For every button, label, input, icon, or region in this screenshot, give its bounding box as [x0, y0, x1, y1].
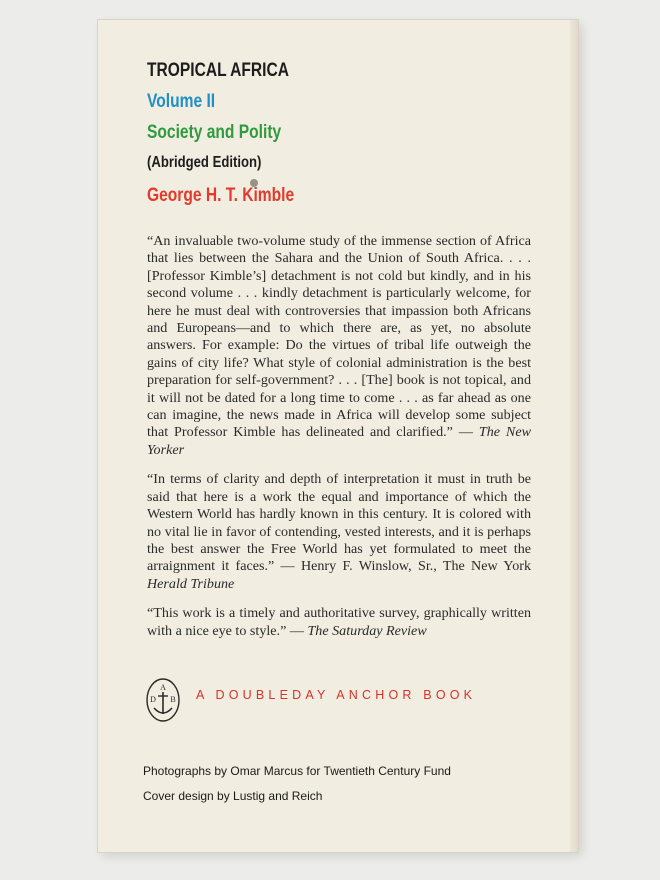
volume-label: Volume II — [147, 91, 216, 112]
review-saturday-review — [147, 605, 531, 640]
book-subtitle: Society and Polity — [147, 122, 282, 143]
review-attribution: — Henry F. Winslow, Sr., The New York — [274, 558, 531, 575]
review-source: The Saturday Review — [307, 622, 427, 639]
edition-label: (Abridged Edition) — [147, 154, 262, 171]
review-source: Herald Tribune — [147, 575, 235, 592]
publisher-line: A DOUBLEDAY ANCHOR BOOK — [196, 688, 477, 702]
logo-letter-b: B — [170, 695, 176, 704]
review-quote: “An invaluable two-volume study of the immense section of Africa that lies between the Sahara and the Union of South Africa. . . . [Professor Kimble’s] detachment is not cold but kindly, and in his second volume . . . kindly detachment is particularly welcome, for here he must deal with controversies that impassion both Africans and Europeans—and to which there are, as yet, no absolute answers. For example: Do the virtues of tribal life outweigh the gains of city life? What style of colonial administration is the best preparation for self-government? . . . [The] book is not topical, and it will not be dated for a long time to come . . . as far ahead as one can imagine, the news made in Africa will develop some subject that Professor Kimble has delineated and clarified.” — [147, 233, 531, 441]
photo-credit: Photographs by Omar Marcus for Twentieth Century Fund — [143, 764, 451, 778]
review-attribution: — — [286, 622, 308, 639]
book-edge — [570, 20, 578, 852]
logo-letter-d: D — [150, 695, 156, 704]
book-title: TROPICAL AFRICA — [147, 60, 289, 81]
review-new-yorker — [147, 233, 531, 459]
review-quotes — [147, 233, 531, 652]
logo-letter-a: A — [160, 683, 166, 692]
book-back-cover — [98, 20, 578, 852]
review-quote: “This work is a timely and authoritative survey, graphically written with a nice eye to style.” — [147, 605, 531, 639]
review-herald-tribune — [147, 471, 531, 593]
review-attribution: — — [452, 424, 479, 441]
anchor-logo-icon — [145, 677, 181, 723]
author-name: George H. T. Kimble — [147, 185, 295, 206]
review-quote: “In terms of clarity and depth of interpretation it must in truth be said that here is a work the equal and importance of which the Western World has hardly known in this century. It is colored with no vital lie in favor of contending, vested interests, and it is perhaps the best answer the Free World has yet formulated to meet the arraignment it faces.” — [147, 471, 531, 575]
cover-credit: Cover design by Lustig and Reich — [143, 789, 323, 803]
review-source: The New Yorker — [147, 424, 531, 458]
